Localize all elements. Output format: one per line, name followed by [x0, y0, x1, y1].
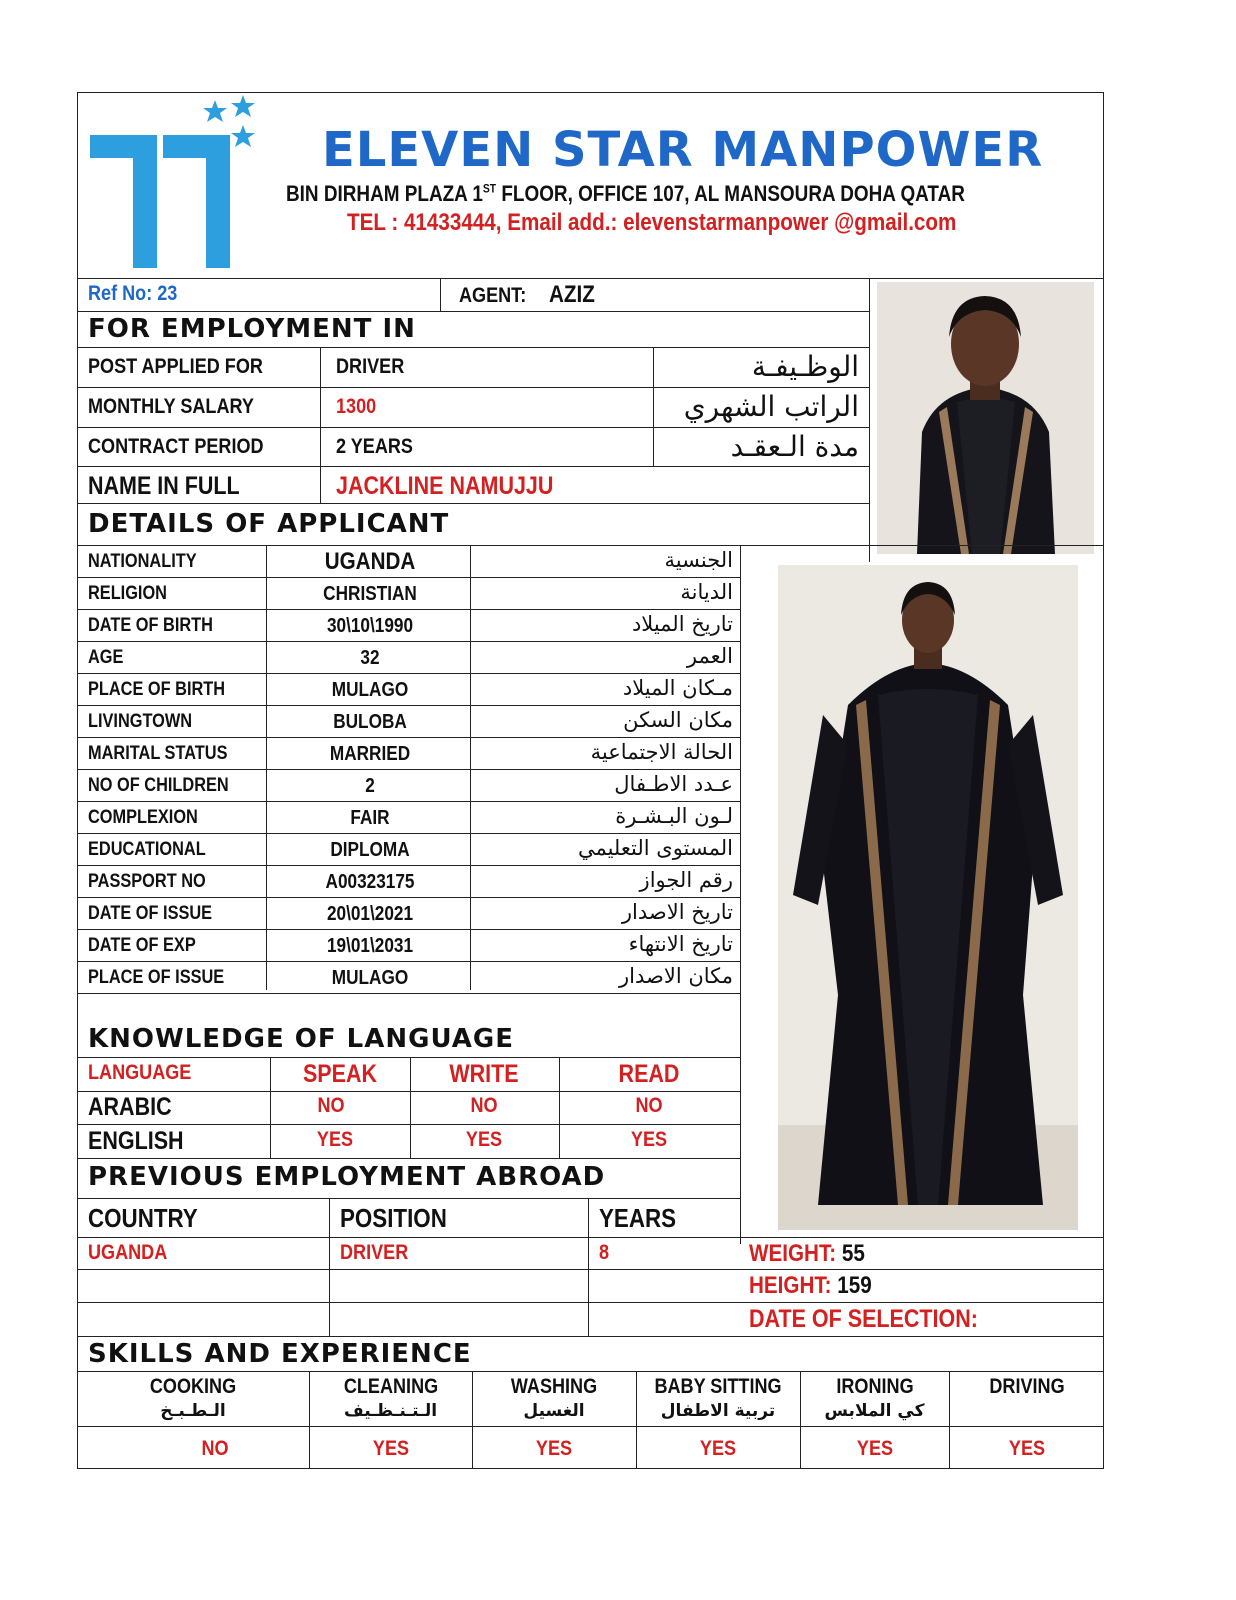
details-value: CHRISTIAN: [323, 583, 417, 605]
ref-number: Ref No: 23: [88, 282, 178, 305]
company-contact: TEL : 41433444, Email add.: elevenstarmanpower @gmail.com: [347, 209, 957, 236]
company-address: BIN DIRHAM PLAZA 1ST FLOOR, OFFICE 107, AL MANSOURA DOHA QATAR: [286, 181, 965, 206]
employment-heading: FOR EMPLOYMENT IN: [88, 314, 416, 344]
details-label: PLACE OF ISSUE: [88, 967, 225, 988]
details-label: LIVINGTOWN: [88, 711, 193, 732]
details-arabic: المستوى التعليمي: [577, 836, 733, 860]
applicant-portrait-photo: [877, 282, 1094, 554]
details-label: PLACE OF BIRTH: [88, 679, 226, 700]
write-col-header: WRITE: [449, 1060, 519, 1088]
skill-value: NO: [201, 1437, 229, 1460]
read-col-header: READ: [618, 1060, 680, 1088]
details-value: FAIR: [350, 807, 390, 829]
skill-name: CLEANING: [343, 1375, 438, 1398]
details-arabic: تاريخ الاصدار: [621, 900, 733, 924]
skill-name: IRONING: [835, 1375, 914, 1398]
contract-label: CONTRACT PERIOD: [88, 435, 264, 458]
previous-position: DRIVER: [340, 1241, 409, 1264]
details-label: DATE OF BIRTH: [88, 615, 213, 636]
country-col-header: COUNTRY: [88, 1203, 198, 1233]
height-label: HEIGHT:: [749, 1272, 832, 1299]
details-value: 32: [360, 647, 380, 669]
height-field: [749, 1272, 872, 1300]
date-of-selection-label: DATE OF SELECTION:: [749, 1305, 978, 1333]
contract-value: 2 YEARS: [336, 435, 413, 458]
salary-arabic: الراتب الشهري: [683, 390, 859, 423]
skill-name: DRIVING: [988, 1375, 1065, 1398]
skill-value: YES: [856, 1437, 893, 1460]
skill-arabic: الـطـبـخ: [160, 1401, 226, 1421]
details-label: AGE: [88, 647, 124, 668]
weight-label: WEIGHT:: [749, 1240, 837, 1267]
skill-arabic: الغسيل: [523, 1401, 585, 1421]
agent-label: AGENT:: [459, 284, 527, 307]
details-arabic: مـكان الميلاد: [622, 676, 733, 700]
details-arabic: الديانة: [680, 580, 733, 604]
skill-arabic: تربية الاطفال: [660, 1401, 776, 1421]
weight-field: [749, 1240, 865, 1268]
details-label: NO OF CHILDREN: [88, 775, 229, 796]
agent-value: AZIZ: [549, 281, 595, 308]
read-value: YES: [630, 1128, 668, 1151]
company-logo: [85, 95, 265, 280]
details-label: DATE OF EXP: [88, 935, 196, 956]
details-arabic: مكان السكن: [623, 708, 733, 732]
skill-name: WASHING: [510, 1375, 598, 1398]
details-arabic: رقم الجواز: [639, 868, 733, 892]
name-label: NAME IN FULL: [88, 472, 240, 500]
details-label: MARITAL STATUS: [88, 743, 228, 764]
details-label: PASSPORT NO: [88, 871, 206, 892]
details-value: MULAGO: [331, 967, 409, 989]
skill-name: COOKING: [149, 1375, 237, 1398]
details-label: DATE OF ISSUE: [88, 903, 213, 924]
details-label: NATIONALITY: [88, 551, 197, 572]
company-name: ELEVEN STAR MANPOWER: [322, 122, 1044, 178]
weight-value: 55: [841, 1240, 865, 1267]
skill-value: YES: [535, 1437, 573, 1460]
skill-arabic: كي الملابس: [824, 1401, 925, 1421]
details-arabic: تاريخ الميلاد: [631, 612, 733, 636]
language-heading: KNOWLEDGE OF LANGUAGE: [88, 1024, 514, 1054]
details-arabic: مكان الاصدار: [619, 964, 733, 988]
details-value: 2: [365, 775, 375, 797]
details-arabic: الحالة الاجتماعية: [590, 740, 733, 764]
salary-label: MONTHLY SALARY: [88, 395, 254, 418]
previous-country: UGANDA: [88, 1241, 168, 1264]
details-value: DIPLOMA: [330, 839, 410, 861]
details-value: MARRIED: [329, 743, 411, 765]
previous-employment-heading: PREVIOUS EMPLOYMENT ABROAD: [88, 1162, 606, 1192]
details-arabic: تاريخ الانتهاء: [628, 932, 733, 956]
details-value: 30\10\1990: [326, 615, 414, 637]
language-col-header: LANGUAGE: [88, 1061, 192, 1084]
skill-value: YES: [1008, 1437, 1045, 1460]
post-arabic: الوظـيفـة: [751, 350, 859, 383]
applicant-full-body-photo: [778, 565, 1078, 1230]
write-value: NO: [470, 1094, 498, 1117]
height-value: 159: [837, 1272, 872, 1299]
position-col-header: POSITION: [340, 1203, 447, 1233]
years-col-header: YEARS: [599, 1203, 677, 1233]
language-name: ARABIC: [88, 1093, 172, 1121]
skill-value: YES: [372, 1437, 409, 1460]
skills-heading: SKILLS AND EXPERIENCE: [88, 1339, 472, 1369]
details-value: BULOBA: [333, 711, 407, 733]
details-arabic: العمر: [686, 644, 733, 668]
details-value: 20\01\2021: [326, 903, 414, 925]
details-label: RELIGION: [88, 583, 167, 604]
write-value: YES: [465, 1128, 503, 1151]
salary-value: 1300: [336, 395, 377, 418]
details-heading: DETAILS OF APPLICANT: [88, 509, 450, 539]
skill-arabic: الـتـنـظـيف: [343, 1401, 438, 1421]
read-value: NO: [635, 1094, 663, 1117]
details-value: A00323175: [325, 871, 415, 893]
language-name: ENGLISH: [88, 1127, 184, 1155]
details-value: UGANDA: [324, 548, 416, 575]
details-arabic: عـدد الاطـفال: [614, 772, 733, 796]
details-label: EDUCATIONAL: [88, 839, 206, 860]
details-arabic: الجنسية: [664, 548, 733, 572]
post-label: POST APPLIED FOR: [88, 355, 263, 378]
details-label: COMPLEXION: [88, 807, 198, 828]
contract-arabic: مدة الـعقـد: [730, 430, 859, 463]
details-value: MULAGO: [331, 679, 409, 701]
speak-col-header: SPEAK: [302, 1060, 378, 1088]
details-arabic: لـون البـشـرة: [615, 804, 733, 828]
skill-value: YES: [699, 1437, 737, 1460]
details-value: 19\01\2031: [326, 935, 414, 957]
post-value: DRIVER: [336, 355, 405, 378]
speak-value: YES: [316, 1128, 354, 1151]
name-value: JACKLINE NAMUJJU: [336, 472, 554, 500]
speak-value: NO: [317, 1094, 345, 1117]
skill-name: BABY SITTING: [654, 1375, 782, 1398]
previous-years: 8: [599, 1241, 610, 1264]
